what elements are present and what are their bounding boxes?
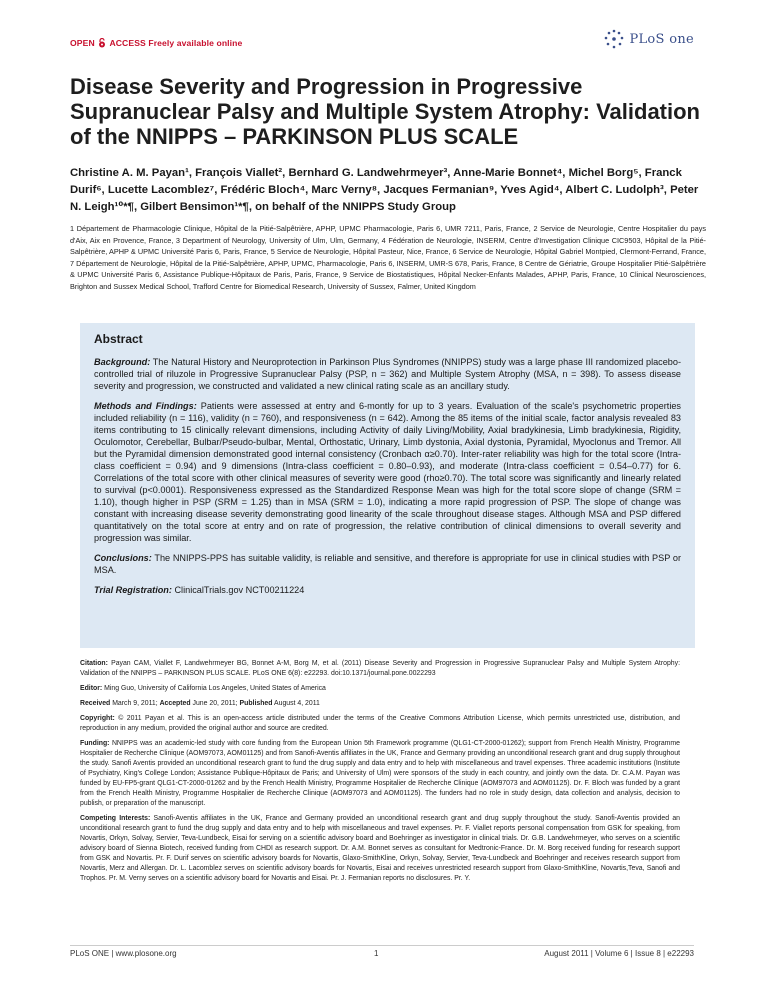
editor-label: Editor: [80, 685, 103, 692]
copyright-text: © 2011 Payan et al. This is an open-access article distributed under the terms of the Creative Commons Attribution License, which permits unrestricted use, distribution, and reproduction in any medium, provided the original author and source are credited. [80, 715, 680, 732]
copyright-label: Copyright: [80, 715, 115, 722]
funding [80, 739, 680, 809]
abstract-trial [94, 584, 681, 596]
trial-text: ClinicalTrials.gov NCT00211224 [174, 585, 305, 595]
accepted-label: Accepted [159, 700, 191, 707]
editor-text: Ming Guo, University of California Los Angeles, United States of America [104, 685, 326, 692]
open-label: OPEN [70, 38, 95, 48]
abstract-body [94, 356, 681, 604]
methods-text: Patients were assessed at entry and 6-montly for up to 3 years. Evaluation of the scale's psychometric properties included reliability (n = 116), validity (n = 760), and responsiveness (n = 642). Among the 85 items of the initial scale, factor analysis revealed 83 items contributing to 15 clinically relevant dimensions, including Activity of daily Living/Mobility, Axial bradykinesia, Limb bradykinesia, Rigidity, Oculomotor, Cerebellar, Bulbar/Pseudo-bulbar, Mental, Orthostatic, Urinary, Limb dystonia, Axial dystonia, Pyramidal, Myoclonus and Tremor. All but the Pyramidal dimension demonstrated good internal consistency (Cronbach α≥0.70). Inter-rater reliability was high for the total score (Intra-class coefficient = 0.94) and 9 dimensions (Intra-class coefficient = 0.80–0.93), and moderate (Intra-class coefficient = 0.54–0.77) for 6. Correlations of the total score with other clinical measures of severity were good (rho≥0.70). The total score was significantly and linearly related to survival (p<0.0001). Responsiveness expressed as the Standardized Response Mean was high for the total score slope of change (SRM = 1.10), though higher in PSP (SRM = 1.25) than in MSA (SRM = 1.0), indicating a more rapid progression of PSP. The slope of change was constant with increasing disease severity demonstrating good linearity of the scale throughout disease stages. Although MSA and PSP differed quantitatively on the total score at entry and on rate of progression, the relative contribution of clinical dimensions to overall severity and progression was similar. [94, 401, 681, 543]
plos-dots-icon [603, 28, 625, 50]
published-label: Published [239, 700, 273, 707]
trial-label: Trial Registration: [94, 585, 172, 595]
plos-one-logo [603, 28, 694, 50]
competing-text: Sanofi-Aventis affiliates in the UK, France and Germany provided an unconditional research grant and drug supply throughout the study. Sanofi-Aventis provided an unconditional research grant to fund the drug supply and data entry and to help with miscellaneous and travel expenses. Pr. F. Viallet reports personal compensation from GSK for speaking, from Novartis, Orkyn, Solvay, Servier, Teva-Lundbeck, Eisai for serving on a scientific advisory board and Boehringer as investigator in clinical trials. Dr. G.B. Landwehrmeyer, who serves on a scientific advisory board of Sienna Biotech, received funding from CHDI as research support. Dr. A.M. Bonnet serves as consultant for Medtronic-France. Dr. M. Borg received funding for research support from GSK and Novartis. Pr. F. Durif serves on scientific advisory boards for Novartis, Glaxo-SmithKline, Orkyn, Solvay, Servier, Teva-Lundbeck and Boehringer and receives research support from Novartis, Merz and Allergan. Dr. L. Lacomblez serves on scientific advisory boards for Novartis, Eisai and receives unrestricted research support from Glaxo-SmithKline, Novartis,Teva, Sanofi and Trophos. Pr. M. Verny serves on a scientific advisory board for Novartis and Eisai. Pr. J. Fermanian reports no disclosures. Pr. Y. [80, 815, 680, 882]
methods-label: Methods and Findings: [94, 401, 197, 411]
author-list: Christine A. M. Payan¹, François Viallet², Bernhard G. Landwehrmeyer³, Anne-Marie Bonnet⁴, Michel Borg⁵, Franck Durif⁶, Lucette Lacomblez⁷, Frédéric Bloch⁴, Marc Verny⁸, Jacques Fermanian⁹, Yves Agid⁴, Albert C. Ludolph³, Peter N. Leigh¹⁰*¶, Gilbert Bensimon¹*¶, on behalf of the NNIPPS Study Group [70, 167, 699, 213]
plos-one-wordmark: PLoS one [629, 31, 694, 47]
article-title: Disease Severity and Progression in Progressive Supranuclear Palsy and Multiple System Atrophy: Validation of the NNIPPS – PARKINSON PLUS SCALE [70, 74, 700, 149]
journal-header [70, 28, 694, 58]
footer-rule [70, 945, 694, 946]
received-label: Received [80, 700, 111, 707]
access-label: ACCESS [109, 38, 146, 48]
competing-interests [80, 814, 680, 884]
abstract-conclusions [94, 552, 681, 576]
published-date: August 4, 2011 [274, 700, 320, 707]
conclusions-text: The NNIPPS-PPS has suitable validity, is reliable and sensitive, and therefore is appropriate for use in clinical studies with PSP or MSA. [94, 553, 681, 575]
dates [80, 699, 680, 709]
footer-journal: PLoS ONE | www.plosone.org [70, 949, 177, 958]
citation-label: Citation: [80, 660, 108, 667]
abstract-background [94, 356, 681, 392]
background-label: Background: [94, 357, 151, 367]
article-metadata [80, 659, 680, 889]
competing-label: Competing Interests: [80, 815, 151, 822]
open-access-banner [70, 38, 242, 48]
page-number: 1 [374, 949, 379, 958]
abstract-heading: Abstract [94, 332, 143, 346]
abstract-box [80, 323, 695, 648]
funding-label: Funding: [80, 740, 110, 747]
open-lock-icon [98, 38, 106, 48]
abstract-methods [94, 400, 681, 544]
citation [80, 659, 680, 679]
funding-text: NNIPPS was an academic-led study with core funding from the European Union 5th Framework programme (QLG1-CT-2000-01262); support from French Health Ministry, Programme Hospitalier de Recherche Clinique (AOM97073, AOM01125) and from Sanofi-Aventis affiliates in the UK, France and Germany providing an unconditional research grant and drug supply throughout the study. Sanofi Aventis provided an unconditional research grant to fund the drug supply and data entry and to help with miscellaneous and travel expenses. Three academic institutions (Institute of Psychiatry, King's College London; Assistance Publique-Hôpitaux de Paris; and University of Ulm) were sponsors of the study in each country, and jointly own the data. Dr. C.A.M. Payan was funded by EU-FP5-grant QLG1-CT-2000-01262 and by the French Health Ministry, Programme Hospitalier de Recherche Clinique (AOM97073 and AOM01125). Dr. F. Bloch was funded by a grant from the French Health Ministry, Programme Hospitalier de Recherche Clinique (AOM97073 and AOM01125). The funders had no role in study design, data collection and analysis, decision to publish, or preparation of the manuscript. [80, 740, 680, 807]
free-available-label: Freely available online [148, 38, 243, 48]
received-date: March 9, 2011; [112, 700, 158, 707]
page-footer [70, 949, 694, 961]
editor [80, 684, 680, 694]
background-text: The Natural History and Neuroprotection in Parkinson Plus Syndromes (NNIPPS) study was a large phase III randomized placebo-controlled trial of riluzole in Progressive Supranuclear Palsy (PSP, n = 362) and Multiple System Atrophy (MSA, n = 398). To assess disease severity and progression, we constructed and validated a new clinical rating scale as an ancillary study. [94, 357, 681, 391]
affiliations: 1 Département de Pharmacologie Clinique, Hôpital de la Pitié-Salpêtrière, APHP, UPMC Pharmacologie, Paris 6, UMR 7211, Paris, France, 2 Service de Neurologie, Centre Hospitalier du pays d'Aix, Aix en Provence, France, 3 Department of Neurology, University of Ulm, Ulm, Germany, 4 Fédération de Neurologie, INSERM, Centre d'Investigation Clinique CIC9503, Hôpital de la Pitié-Salpêtrière, APHP & UPMC Université Paris 6, Paris, France, 5 Service de Neurologie, Hôpital Pasteur, Nice, France, 6 Service de Neurologie, Hôpital Gabriel Montpied, Clermont-Ferrand, France, 7 Département de Neurologie, Hôpital de la Pitié-Salpêtrière, APHP, UPMC, Pharmacologie, Paris 6, INSERM, UMR-S 678, Paris, France, 8 Centre de Gériatrie, Groupe Hospitalier Pitié-Salpêtrière & UPMC Université Paris 6, Assistance Publique-Hôpitaux de Paris, Paris, France, 9 Service de Biostatistiques, Hôpital Necker-Enfants Malades, APHP, Paris, France, 10 Clinical Neurosciences, Brighton and Sussex Medical School, Trafford Centre for Biomedical Research, University of Sussex, Falmer, United Kingdom [70, 224, 706, 291]
copyright [80, 714, 680, 734]
citation-text: Payan CAM, Viallet F, Landwehrmeyer BG, Bonnet A-M, Borg M, et al. (2011) Disease Severity and Progression in Progressive Supranuclear Palsy and Multiple System Atrophy: Validation of the NNIPPS – PARKINSON PLUS SCALE. PLoS ONE 6(8): e22293. doi:10.1371/journal.pone.0022293 [80, 660, 681, 677]
conclusions-label: Conclusions: [94, 553, 152, 563]
footer-issue: August 2011 | Volume 6 | Issue 8 | e22293 [544, 949, 694, 958]
accepted-date: June 20, 2011; [192, 700, 238, 707]
